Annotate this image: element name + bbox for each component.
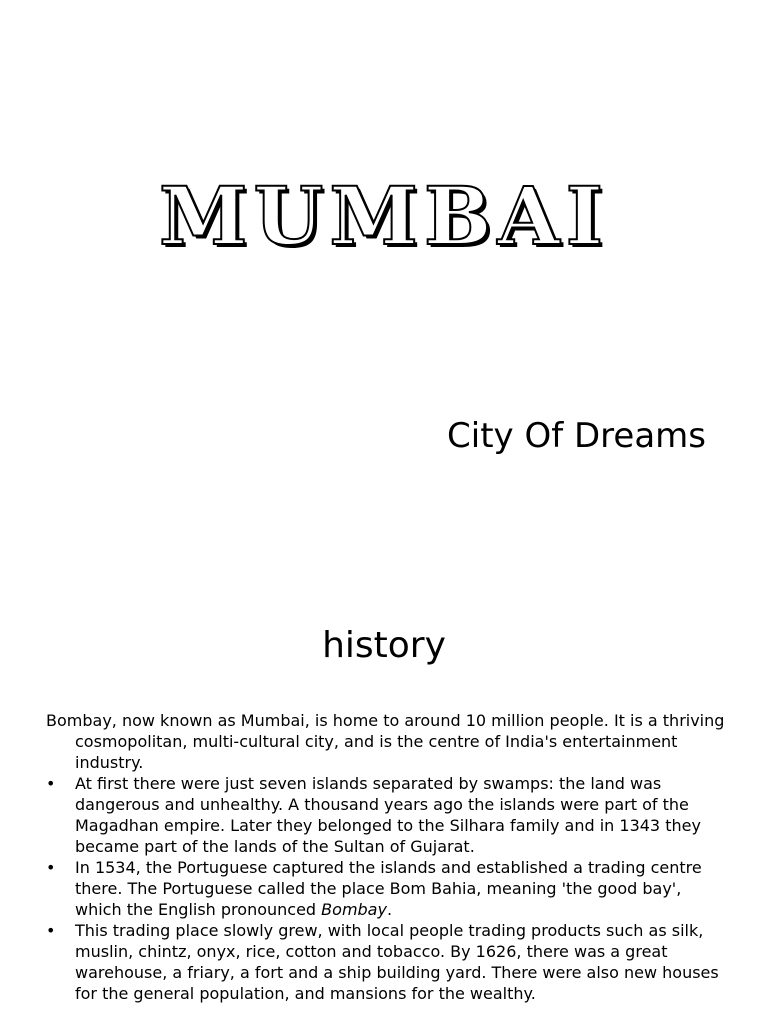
intro-paragraph: Bombay, now known as Mumbai, is home to around 10 million people. It is a thriving cosmopolitan, multi-cultural city, and is the centre of India's entertainment industry. <box>46 711 725 772</box>
bullet-icon: • <box>46 858 56 877</box>
bullet-text <box>75 858 702 919</box>
history-bullet-list <box>46 773 726 1004</box>
history-body <box>46 710 726 1004</box>
list-item <box>46 857 726 920</box>
bullet-icon: • <box>46 921 56 940</box>
section-heading: history <box>322 625 446 666</box>
list-item <box>46 773 726 857</box>
bullet-text-before: In 1534, the Portuguese captured the islands and established a trading centre there. The Portuguese called the place Bom Bahia, meaning 'the good bay', which the English pronounced <box>75 858 702 919</box>
main-title: MUMBAI <box>159 169 609 263</box>
bullet-text: At first there were just seven islands separated by swamps: the land was dangerous and unhealthy. A thousand years ago the islands were part of the Magadhan empire. Later they belonged to the Silhara family and in 1343 they became part of the lands of the Sultan of Gujarat. <box>75 774 701 856</box>
bullet-text-after: . <box>386 900 393 919</box>
bullet-icon: • <box>46 774 56 793</box>
bullet-text: This trading place slowly grew, with local people trading products such as silk, muslin, chintz, onyx, rice, cotton and tobacco. By 1626, there was a great warehouse, a friary, a fort and a ship building yard. There were also new houses for the general population, and mansions for the wealthy. <box>75 921 719 1003</box>
bullet-text-italic: Bombay <box>321 900 387 919</box>
subtitle: City Of Dreams <box>447 416 706 456</box>
list-item <box>46 920 726 1004</box>
history-slide <box>0 600 768 1024</box>
